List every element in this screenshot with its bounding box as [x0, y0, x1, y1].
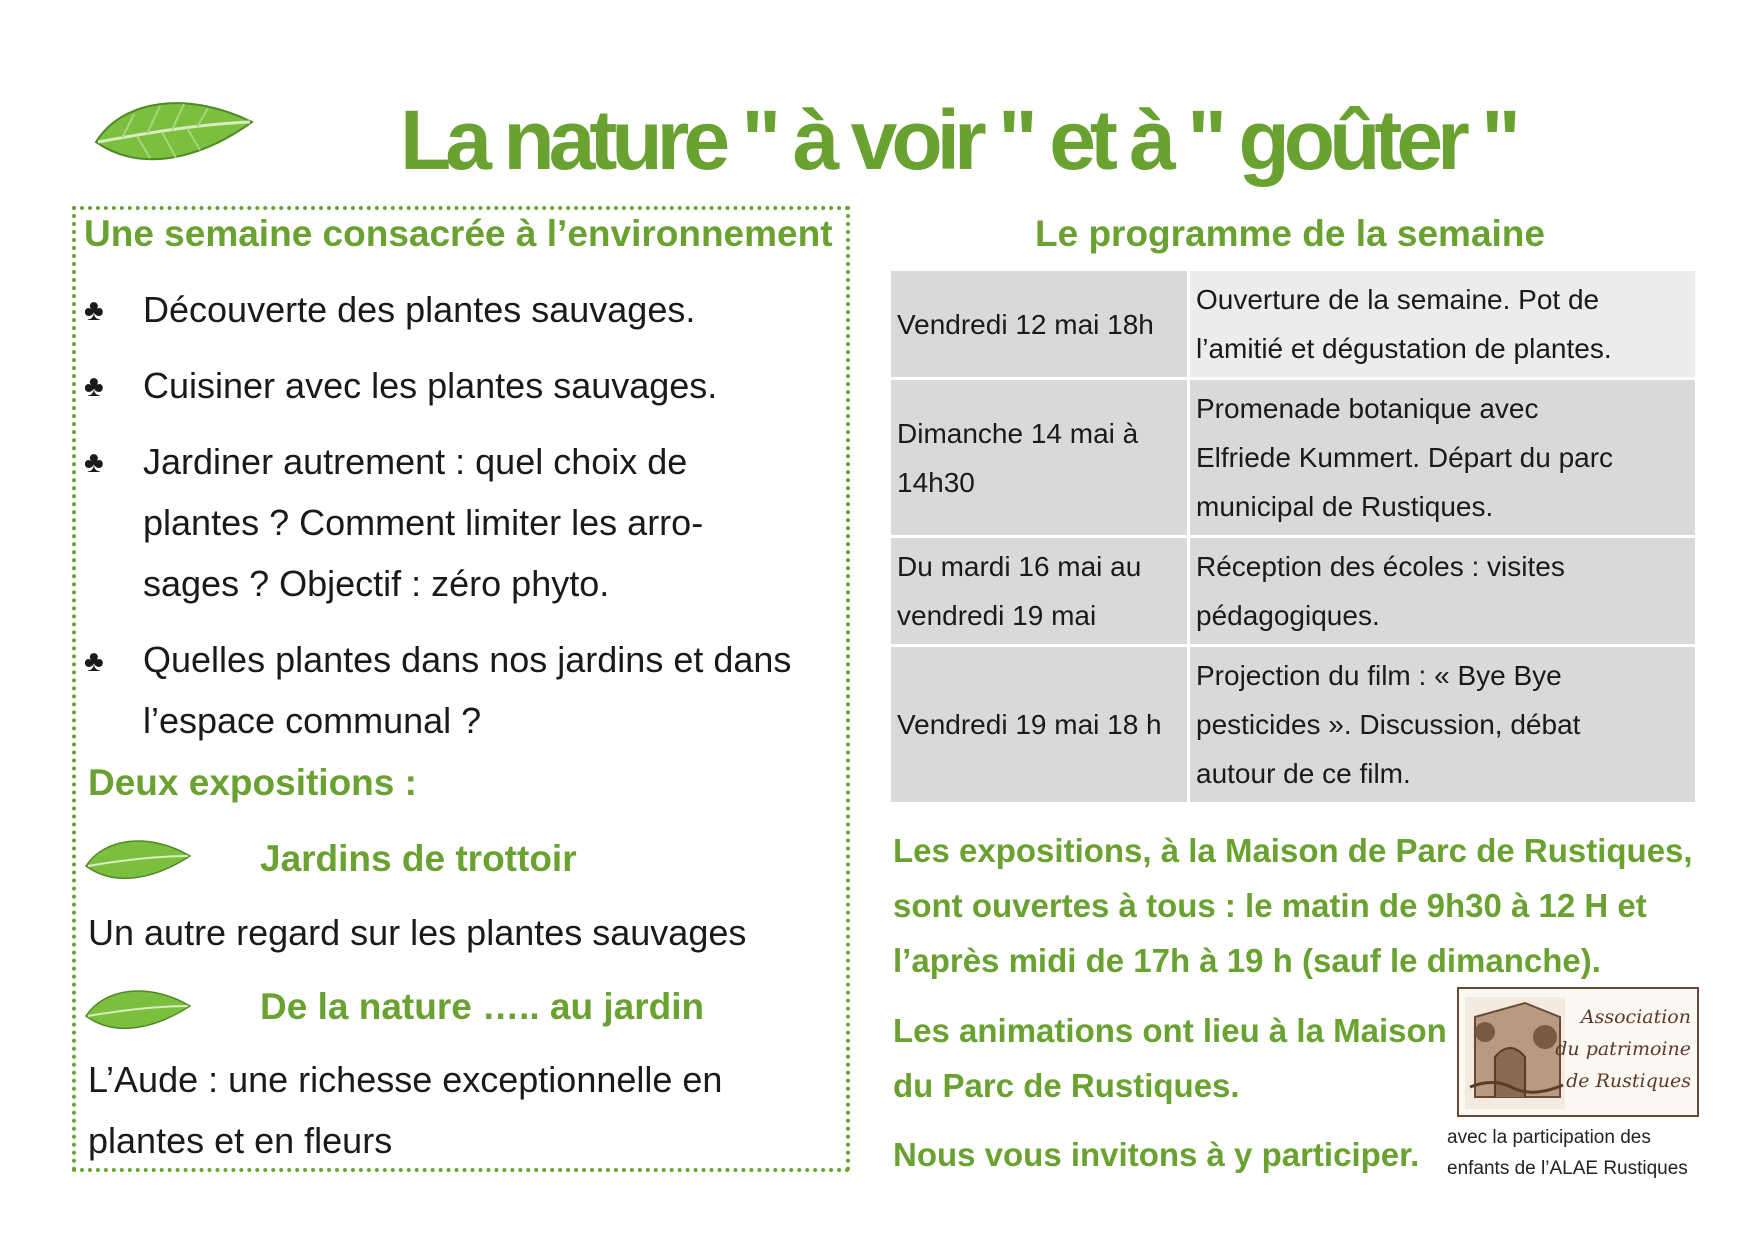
bullet-item-line: plantes ? Comment limiter les arro-	[143, 502, 704, 543]
expo-description: Un autre regard sur les plantes sauvages	[88, 912, 747, 953]
nettle-leaf-icon	[84, 834, 192, 886]
expo-description-line: plantes et en fleurs	[88, 1120, 393, 1161]
schedule-when: Vendredi 12 mai 18h	[891, 271, 1187, 377]
schedule-what: Ouverture de la semaine. Pot de l’amitié et dégustation de plantes.	[1190, 271, 1695, 377]
bullet-item: Découverte des plantes sauvages.	[143, 289, 696, 330]
participation-credit: avec la participation des enfants de l’ALAE Rustiques	[1447, 1127, 1688, 1179]
invitation-text: Nous vous invitons à y participer.	[893, 1136, 1420, 1173]
schedule-what: Promenade botanique avec Elfriede Kummert. Départ du parc municipal de Rustiques.	[1190, 380, 1695, 535]
club-bullet-icon: ♣	[84, 645, 104, 678]
program-heading: Le programme de la semaine	[1035, 213, 1545, 254]
table-row	[891, 647, 1695, 802]
expo-title: De la nature ….. au jardin	[260, 986, 705, 1027]
schedule-when: Dimanche 14 mai à 14h30	[891, 380, 1187, 535]
opening-hours-info: Les expositions, à la Maison de Parc de Rustiques, sont ouvertes à tous : le matin de 9h30 à 12 H et l’après midi de 17h à 19 h (sauf le dimanche).	[893, 832, 1693, 979]
schedule-when: Du mardi 16 mai au vendredi 19 mai	[891, 538, 1187, 644]
table-row	[891, 271, 1695, 377]
expo-description: L’Aude : une richesse exceptionnelle en	[88, 1059, 723, 1100]
club-bullet-icon: ♣	[84, 370, 104, 403]
animations-info: Les animations ont lieu à la Maison du Parc de Rustiques.	[893, 1012, 1447, 1104]
page-title: La nature " à voir " et à " goûter "	[400, 93, 1515, 187]
nettle-leaf-icon	[92, 92, 254, 172]
building-sketch-icon	[1465, 997, 1565, 1109]
association-logo	[1457, 987, 1699, 1117]
club-bullet-icon: ♣	[84, 294, 104, 327]
schedule-what: Projection du film : « Bye Bye pesticides ». Discussion, débat autour de ce film.	[1190, 647, 1695, 802]
environment-heading: Une semaine consacrée à l’environnement	[84, 213, 833, 254]
schedule-what: Réception des écoles : visites pédagogiques.	[1190, 538, 1695, 644]
expositions-heading: Deux expositions :	[88, 762, 417, 803]
bullet-item-line: sages ? Objectif : zéro phyto.	[143, 563, 610, 604]
schedule-when: Vendredi 19 mai 18 h	[891, 647, 1187, 802]
table-row	[891, 538, 1695, 644]
logo-caption: Association du patrimoine de Rustiques	[1555, 1006, 1691, 1092]
bullet-item: Cuisiner avec les plantes sauvages.	[143, 365, 718, 406]
expo-title: Jardins de trottoir	[260, 838, 577, 879]
bullet-item: Quelles plantes dans nos jardins et dans	[143, 639, 792, 680]
table-row	[891, 380, 1695, 535]
club-bullet-icon: ♣	[84, 446, 104, 479]
bullet-item-line: l’espace communal ?	[143, 700, 482, 741]
program-table	[888, 268, 1698, 805]
bullet-item: Jardiner autrement : quel choix de	[143, 441, 688, 482]
nettle-leaf-icon	[84, 984, 192, 1036]
